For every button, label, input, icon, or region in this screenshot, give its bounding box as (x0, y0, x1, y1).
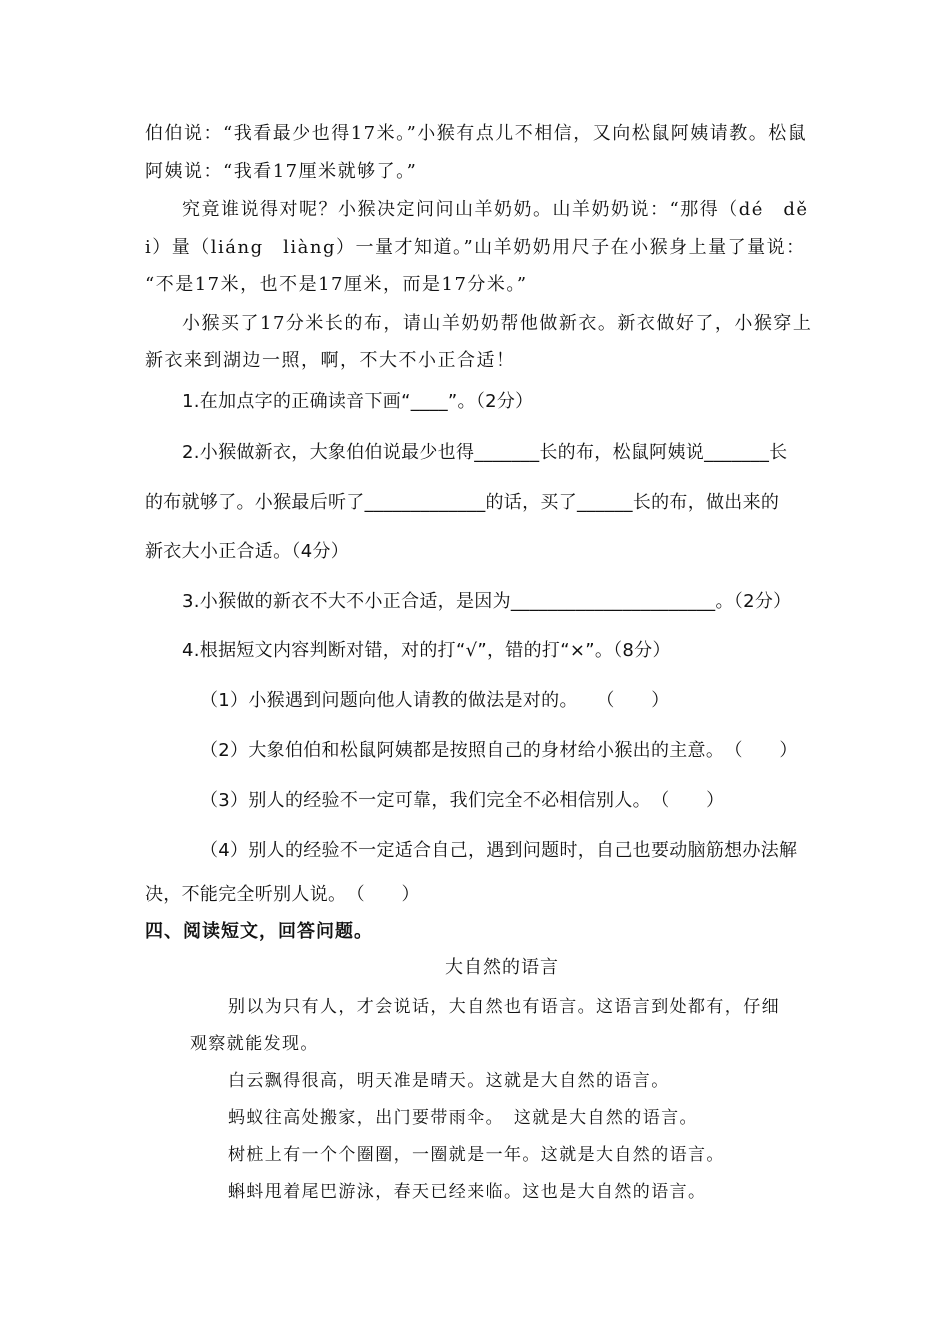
passage-line: 阿姨说：“我看17厘米就够了。” (145, 161, 418, 182)
passage-title: 大自然的语言 (445, 957, 559, 978)
passage-line: i）量（liáng liàng）一量才知道。”山羊奶奶用尺子在小猴身上量了量说： (145, 237, 806, 258)
passage-line: 伯伯说：“我看最少也得17米。”小猴有点儿不相信，又向松鼠阿姨请教。松鼠 (145, 123, 808, 144)
passage-line: 新衣来到湖边一照，啊，不大不小正合适！ (145, 350, 516, 371)
question-2-line: 新衣大小正合适。（4分） (145, 541, 350, 562)
question-4-item-1: （1）小猴遇到问题向他人请教的做法是对的。 （ ） (200, 690, 670, 711)
passage-line: 究竟谁说得对呢？小猴决定问问山羊奶奶。山羊奶奶说：“那得（dé dě (182, 199, 809, 220)
passage-line: “不是17米，也不是17厘米，而是17分米。” (145, 274, 528, 295)
question-2-line: 2.小猴做新衣，大象伯伯说最少也得_______长的布，松鼠阿姨说_______长 (182, 442, 788, 463)
question-4-item-3: （3）别人的经验不一定可靠，我们完全不必相信别人。 （ ） (200, 790, 725, 811)
poem-line: 观察就能发现。 (190, 1034, 319, 1054)
question-1: 1.在加点字的正确读音下画“____”。（2分） (182, 391, 534, 412)
question-4: 4.根据短文内容判断对错，对的打“√”，错的打“×”。（8分） (182, 640, 671, 661)
question-4-item-4-cont: 决，不能完全听别人说。 （ ） (145, 884, 420, 905)
poem-line: 别以为只有人，才会说话，大自然也有语言。这语言到处都有，仔细 (228, 997, 780, 1017)
question-4-item-2: （2）大象伯伯和松鼠阿姨都是按照自己的身材给小猴出的主意。 （ ） (200, 740, 798, 761)
question-3: 3.小猴做的新衣不大不小正合适，是因为______________________。（2分） (182, 591, 792, 612)
poem-line: 树桩上有一个个圈圈，一圈就是一年。这就是大自然的语言。 (228, 1145, 725, 1165)
question-4-item-4: （4）别人的经验不一定适合自己，遇到问题时，自己也要动脑筋想办法解 (200, 840, 798, 861)
question-2-line: 的布就够了。小猴最后听了_____________的话，买了______长的布，做出来的 (145, 492, 780, 513)
poem-line: 白云飘得很高，明天准是晴天。这就是大自然的语言。 (228, 1071, 670, 1091)
poem-line: 蝌蚪甩着尾巴游泳，春天已经来临。这也是大自然的语言。 (228, 1182, 707, 1202)
passage-line: 小猴买了17分米长的布，请山羊奶奶帮他做新衣。新衣做好了，小猴穿上 (182, 313, 813, 334)
section-heading: 四、阅读短文，回答问题。 (145, 921, 373, 942)
poem-line: 蚂蚁往高处搬家，出门要带雨伞。 这就是大自然的语言。 (228, 1108, 698, 1128)
